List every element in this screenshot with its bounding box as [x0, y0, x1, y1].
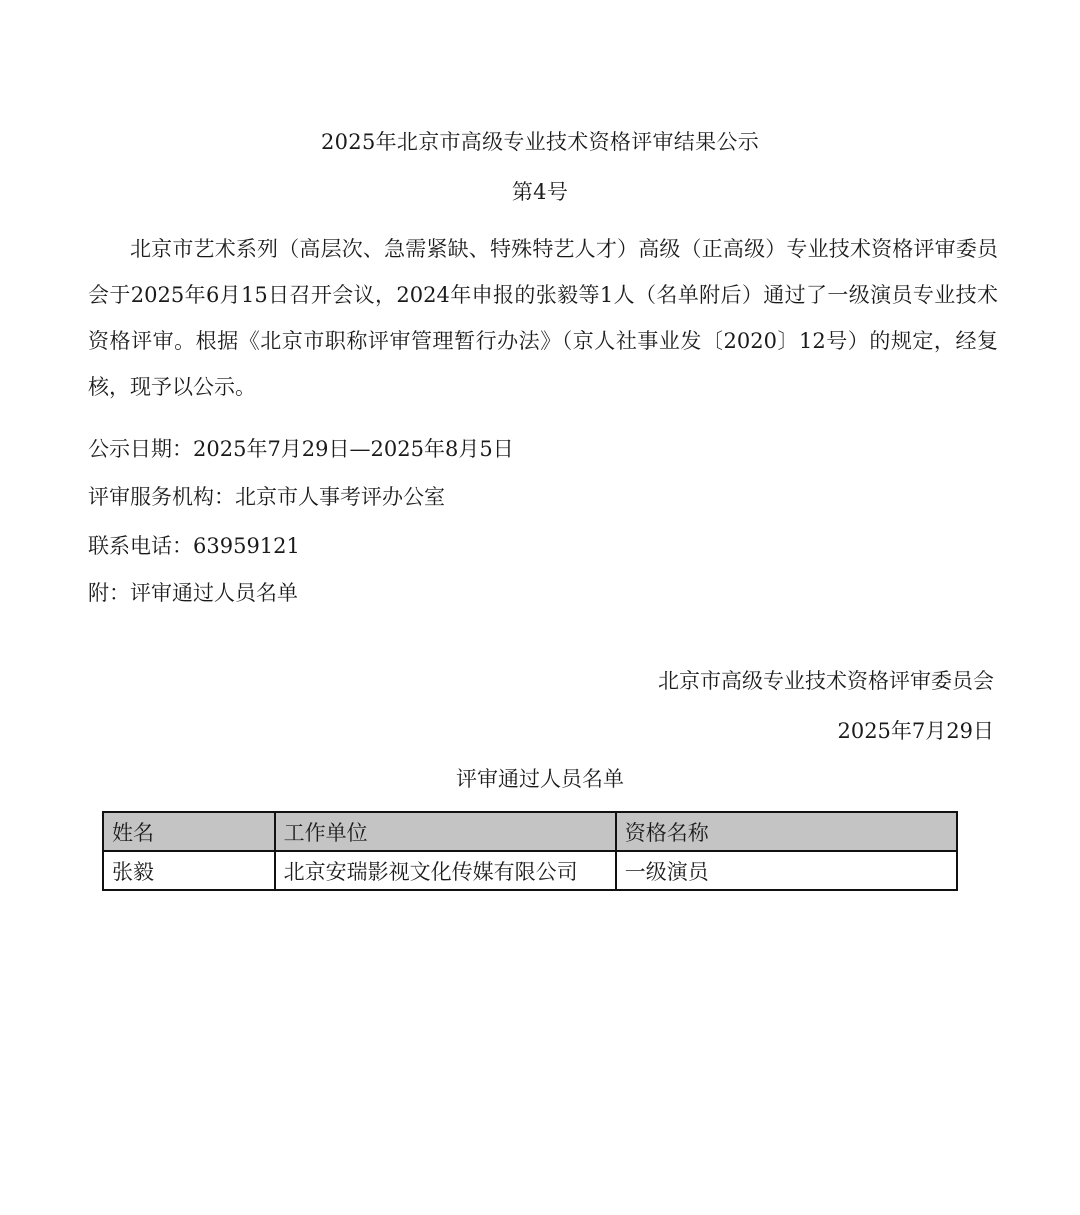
header-qualification: 资格名称: [616, 812, 957, 851]
signature-date: 2025年7月29日: [837, 719, 994, 743]
contact-phone: 联系电话：63959121: [88, 534, 300, 558]
document-title: 2025年北京市高级专业技术资格评审结果公示: [320, 130, 760, 154]
cell-qualification: 一级演员: [616, 851, 957, 890]
document-number: 第4号: [511, 180, 569, 204]
body-paragraph: 北京市艺术系列（高层次、急需紧缺、特殊特艺人才）高级（正高级）专业技术资格评审委员会于2025年6月15日召开会议，2024年申报的张毅等1人（名单附后）通过了一级演员专业技术资格评审。根据《北京市职称评审管理暂行办法》（京人社事业发〔2020〕12号）的规定，经复核，现予以公示。: [88, 237, 998, 399]
cell-name: 张毅: [103, 851, 275, 890]
signature-org: 北京市高级专业技术资格评审委员会: [658, 669, 994, 693]
table-header-row: [103, 812, 957, 851]
cell-employer: 北京安瑞影视文化传媒有限公司: [275, 851, 616, 890]
header-employer: 工作单位: [275, 812, 616, 851]
header-name: 姓名: [103, 812, 275, 851]
list-title: 评审通过人员名单: [456, 767, 624, 791]
approved-personnel-table: [102, 811, 958, 891]
service-agency: 评审服务机构：北京市人事考评办公室: [88, 485, 445, 509]
attachment-note: 附：评审通过人员名单: [88, 581, 298, 605]
publicity-period: 公示日期：2025年7月29日—2025年8月5日: [88, 437, 514, 461]
table-row: [103, 851, 957, 890]
